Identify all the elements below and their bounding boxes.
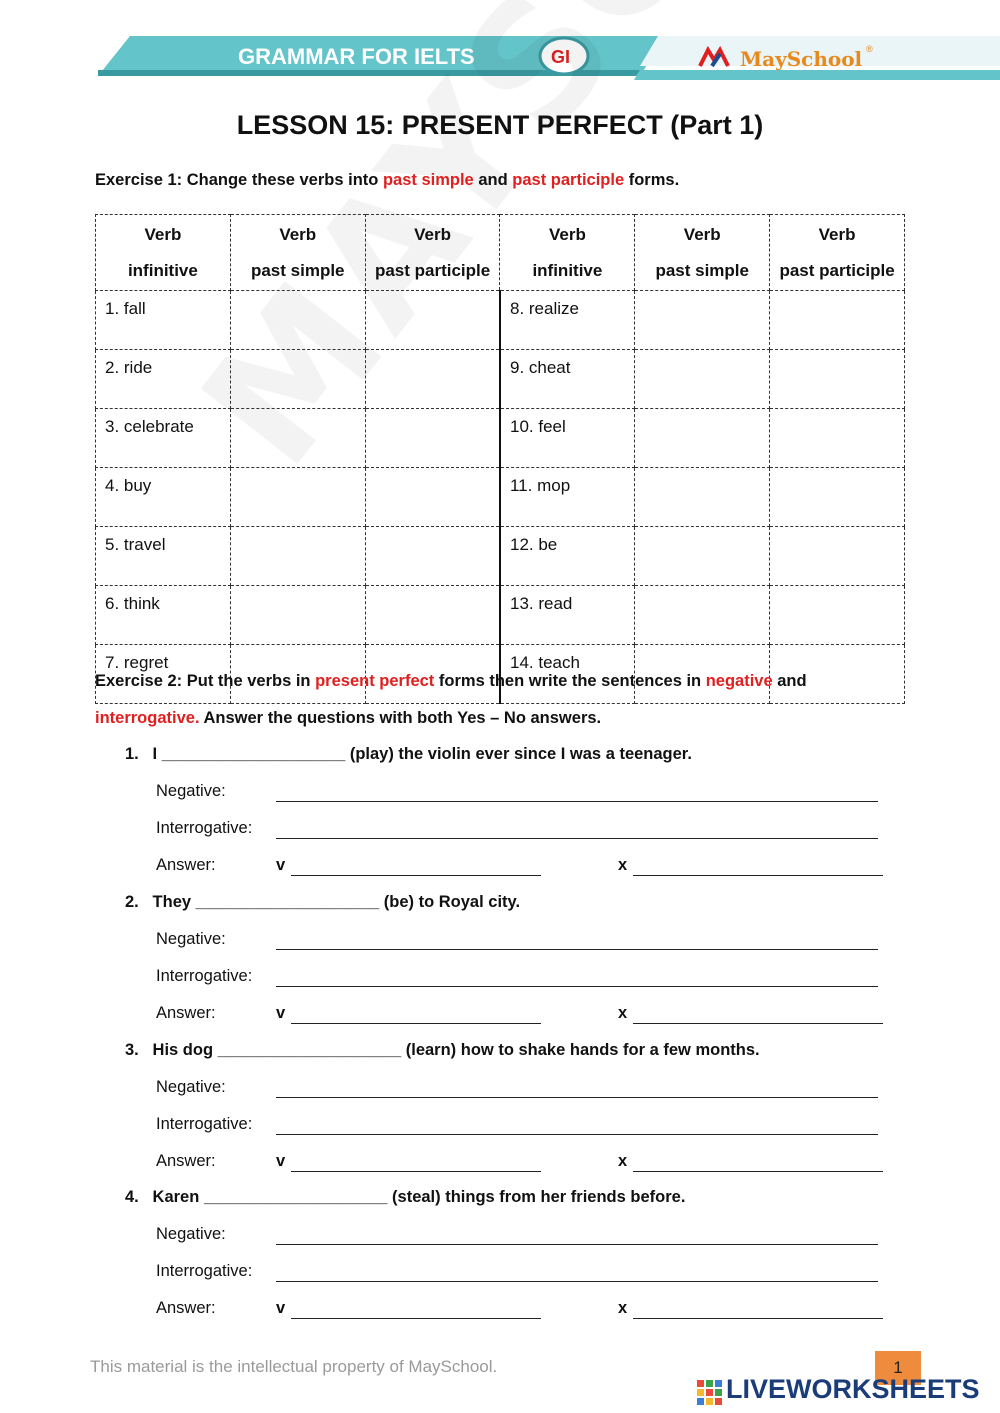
yes-answer-line[interactable] [291, 875, 541, 876]
yes-mark: v [276, 1299, 286, 1317]
brand-registered: ® [866, 44, 873, 54]
ex1-text-b: and [473, 171, 513, 189]
col-header: Verb infinitive [96, 215, 231, 291]
ex2-text-c: and [772, 672, 807, 690]
ex2-keyword-interrogative: interrogative. [95, 709, 200, 727]
interrogative-answer-line[interactable] [276, 986, 878, 987]
verb-cell: 12. be [500, 527, 635, 586]
yes-answer-line[interactable] [291, 1318, 541, 1319]
answer-cell[interactable] [365, 350, 500, 409]
answer-cell[interactable] [230, 527, 365, 586]
interrogative-label: Interrogative: [156, 967, 253, 985]
exercise1-instruction [95, 171, 679, 190]
no-answer-line[interactable] [633, 1023, 883, 1024]
yes-mark: v [276, 1004, 286, 1022]
verb-cell: 10. feel [500, 409, 635, 468]
answer-cell[interactable] [770, 586, 905, 645]
no-answer-line[interactable] [633, 875, 883, 876]
verb-cell: 11. mop [500, 468, 635, 527]
ex2-keyword-negative: negative [705, 672, 773, 690]
negative-label: Negative: [156, 1225, 226, 1243]
verb-cell: 14. teach [500, 645, 635, 704]
verb-table-header [96, 215, 905, 291]
answer-cell[interactable] [365, 291, 500, 350]
page-number: 1 [875, 1351, 921, 1385]
answer-cell[interactable] [770, 468, 905, 527]
interrogative-label: Interrogative: [156, 1262, 253, 1280]
question-2: 2. They ____________________ (be) to Royal city. [125, 893, 521, 911]
answer-cell[interactable] [230, 291, 365, 350]
answer-cell[interactable] [635, 291, 770, 350]
col-header: Verb infinitive [500, 215, 635, 291]
ex2-text-b: forms then write the sentences in [434, 672, 706, 690]
ex2-keyword-present-perfect: present perfect [315, 672, 435, 690]
interrogative-answer-line[interactable] [276, 1281, 878, 1282]
interrogative-answer-line[interactable] [276, 838, 878, 839]
verb-table [95, 214, 905, 704]
table-row [96, 350, 905, 409]
question-blank[interactable]: ____________________ [161, 745, 346, 763]
yes-mark: v [276, 1152, 286, 1170]
copyright-note: This material is the intellectual property of MaySchool. [90, 1357, 498, 1376]
exercise2-instruction-line1 [95, 672, 807, 691]
verb-cell: 2. ride [96, 350, 231, 409]
table-row [96, 409, 905, 468]
answer-cell[interactable] [635, 350, 770, 409]
no-answer-line[interactable] [633, 1171, 883, 1172]
verb-cell: 6. think [96, 586, 231, 645]
answer-cell[interactable] [230, 468, 365, 527]
negative-label: Negative: [156, 782, 226, 800]
ex1-text-c: forms. [624, 171, 680, 189]
ex1-text-a: Exercise 1: Change these verbs into [95, 171, 383, 189]
no-mark: x [618, 1004, 628, 1022]
answer-cell[interactable] [230, 586, 365, 645]
answer-cell[interactable] [770, 350, 905, 409]
negative-answer-line[interactable] [276, 1097, 878, 1098]
answer-cell[interactable] [230, 350, 365, 409]
verb-cell: 1. fall [96, 291, 231, 350]
question-blank[interactable]: ____________________ [203, 1188, 388, 1206]
verb-cell: 9. cheat [500, 350, 635, 409]
interrogative-label: Interrogative: [156, 819, 253, 837]
question-1: 1. I ____________________ (play) the violin ever since I was a teenager. [125, 745, 692, 763]
verb-cell: 13. read [500, 586, 635, 645]
yes-answer-line[interactable] [291, 1023, 541, 1024]
table-row [96, 586, 905, 645]
interrogative-label: Interrogative: [156, 1115, 253, 1133]
answer-cell[interactable] [635, 586, 770, 645]
answer-cell[interactable] [770, 291, 905, 350]
question-4: 4. Karen ____________________ (steal) things from her friends before. [125, 1188, 686, 1206]
question-blank[interactable]: ____________________ [217, 1041, 402, 1059]
ex2-text-d: Answer the questions with both Yes – No answers. [199, 709, 602, 727]
col-header: Verb past participle [770, 215, 905, 291]
answer-label: Answer: [156, 856, 216, 874]
answer-cell[interactable] [365, 468, 500, 527]
yes-mark: v [276, 856, 286, 874]
verb-cell: 5. travel [96, 527, 231, 586]
answer-cell[interactable] [770, 527, 905, 586]
verb-cell: 4. buy [96, 468, 231, 527]
interrogative-answer-line[interactable] [276, 1134, 878, 1135]
verb-cell: 7. regret [96, 645, 231, 704]
answer-cell[interactable] [365, 527, 500, 586]
no-mark: x [618, 1299, 628, 1317]
answer-cell[interactable] [365, 586, 500, 645]
page-title: LESSON 15: PRESENT PERFECT (Part 1) [236, 110, 764, 140]
no-answer-line[interactable] [633, 1318, 883, 1319]
ex1-keyword-past-simple: past simple [382, 171, 474, 189]
negative-label: Negative: [156, 1078, 226, 1096]
liveworksheets-logo-text: LIVEWORKSHEETS [726, 1374, 980, 1404]
brand-name: MaySchool [740, 47, 863, 71]
liveworksheets-logo-icon [697, 1378, 723, 1408]
answer-label: Answer: [156, 1152, 216, 1170]
answer-cell[interactable] [770, 409, 905, 468]
col-header: Verb past simple [635, 215, 770, 291]
table-row [96, 291, 905, 350]
exercise2-instruction-line2 [95, 709, 601, 728]
yes-answer-line[interactable] [291, 1171, 541, 1172]
answer-cell[interactable] [365, 409, 500, 468]
question-3: 3. His dog ____________________ (learn) how to shake hands for a few months. [125, 1041, 760, 1059]
answer-cell[interactable] [635, 409, 770, 468]
negative-answer-line[interactable] [276, 949, 878, 950]
answer-cell[interactable] [635, 468, 770, 527]
answer-label: Answer: [156, 1299, 216, 1317]
table-row [96, 527, 905, 586]
no-mark: x [618, 1152, 628, 1170]
no-mark: x [618, 856, 628, 874]
verb-cell: 3. celebrate [96, 409, 231, 468]
table-row [96, 468, 905, 527]
question-blank[interactable]: ____________________ [195, 893, 380, 911]
answer-label: Answer: [156, 1004, 216, 1022]
answer-cell[interactable] [635, 527, 770, 586]
col-header: Verb past participle [365, 215, 500, 291]
gi-badge-text: GI [551, 47, 571, 67]
ex1-keyword-past-participle: past participle [512, 171, 625, 189]
negative-answer-line[interactable] [276, 801, 878, 802]
verb-cell: 8. realize [500, 291, 635, 350]
ex2-text-a: Exercise 2: Put the verbs in [95, 672, 316, 690]
answer-cell[interactable] [230, 409, 365, 468]
negative-label: Negative: [156, 930, 226, 948]
negative-answer-line[interactable] [276, 1244, 878, 1245]
col-header: Verb past simple [230, 215, 365, 291]
banner-title: GRAMMAR FOR IELTS [238, 44, 475, 69]
